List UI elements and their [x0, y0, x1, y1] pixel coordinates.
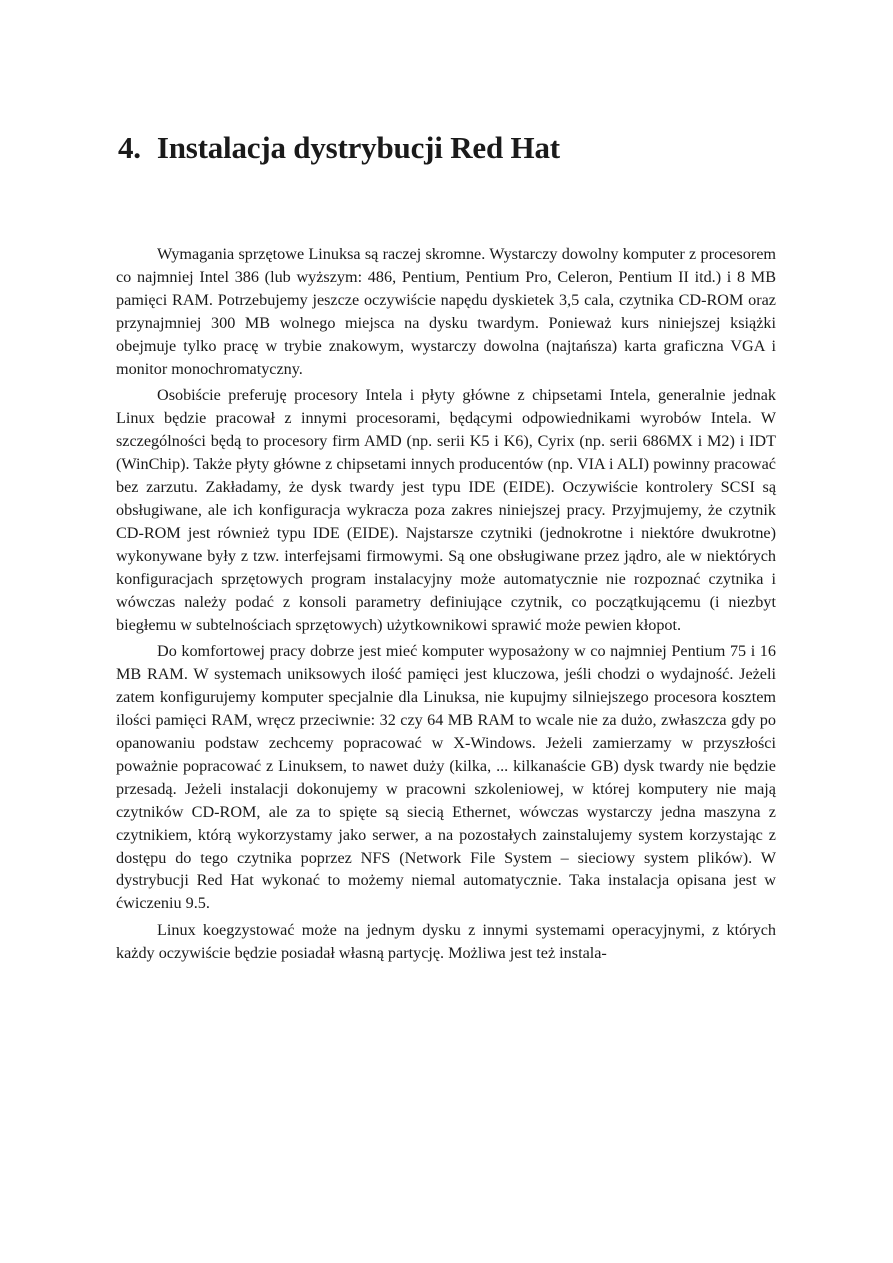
paragraph-hardware-requirements: Wymagania sprzętowe Linuksa są raczej skromne. Wystarczy dowolny komputer z procesorem co najmniej Intel 386 (lub wyższym: 486, Pentium, Pentium Pro, Celeron, Pentium II itd.) i 8 MB pamięci RAM. Potrzebujemy jeszcze oczywiście napędu dyskietek 3,5 cala, czytnika CD-ROM oraz przynajmniej 300 MB wolnego miejsca na dysku twardym. Ponieważ kurs niniejszej książki obejmuje tylko pracę w trybie znakowym, wystarczy dowolna (najtańsza) karta graficzna VGA i monitor monochromatyczny. — [116, 245, 776, 378]
chapter-number: 4. — [118, 130, 141, 165]
chapter-heading — [118, 128, 778, 168]
paragraph-processor-preferences: Osobiście preferuję procesory Intela i płyty główne z chipsetami Intela, generalnie jednak Linux będzie pracował z innymi procesorami, będącymi odpowiednikami wyrobów Intela. W szczególności będą to procesory firm AMD (np. serii K5 i K6), Cyrix (np. serii 686MX i M2) i IDT (WinChip). Także płyty główne z chipsetami innych producentów (np. VIA i ALI) powinny pracować bez zarzutu. Zakładamy, że dysk twardy jest typu IDE (EIDE). Oczywiście kontrolery SCSI są obsługiwane, ale ich konfiguracja wykracza poza zakres niniejszej pracy. Przyjmujemy, że czytnik CD-ROM jest również typu IDE (EIDE). Najstarsze czytniki (jednokrotne i niektóre dwukrotne) wykonywane były z tzw. interfejsami firmowymi. Są one obsługiwane przez jądro, ale w niektórych konfiguracjach sprzętowych program instalacyjny może automatycznie nie rozpoznać czytnika i wówczas należy podać z konsoli parametry definiujące czytnik, co początkującemu (i niezbyt biegłemu w subtelnościach sprzętowych) użytkownikowi sprawić może pewien kłopot. — [116, 386, 776, 634]
chapter-title: Instalacja dystrybucji Red Hat — [156, 130, 560, 165]
paragraph-coexistence: Linux koegzystować może na jednym dysku z innymi systemami operacyjnymi, z których każdy oczywiście będzie posiadał własną partycję. Możliwa jest też instala- — [116, 921, 776, 963]
paragraph-recommended-configuration: Do komfortowej pracy dobrze jest mieć komputer wyposażony w co najmniej Pentium 75 i 16 MB RAM. W systemach uniksowych ilość pamięci jest kluczowa, jeśli chodzi o wydajność. Jeżeli zatem konfigurujemy komputer specjalnie dla Linuksa, nie kupujmy silniejszego procesora kosztem ilości pamięci RAM, wręcz przeciwnie: 32 czy 64 MB RAM to wcale nie za dużo, zwłaszcza gdy po opanowaniu podstaw zechcemy popracować w X-Windows. Jeżeli zamierzamy w przyszłości poważnie popracować z Linuksem, to nawet duży (kilka, ... kilkanaście GB) dysk twardy nie będzie przesadą. Jeżeli instalacji dokonujemy w pracowni szkoleniowej, w której komputery nie mają czytników CD-ROM, ale za to spięte są siecią Ethernet, wówczas wystarczy jedna maszyna z czytnikiem, którą wykorzystamy jako serwer, a na pozostałych zainstalujemy system korzystając z dostępu do tego czytnika poprzez NFS (Network File System – sieciowy system plików). W dystrybucji Red Hat wykonać to możemy niemal automatycznie. Taka instalacja opisana jest w ćwiczeniu 9.5. — [116, 642, 776, 913]
chapter-body — [116, 243, 776, 969]
